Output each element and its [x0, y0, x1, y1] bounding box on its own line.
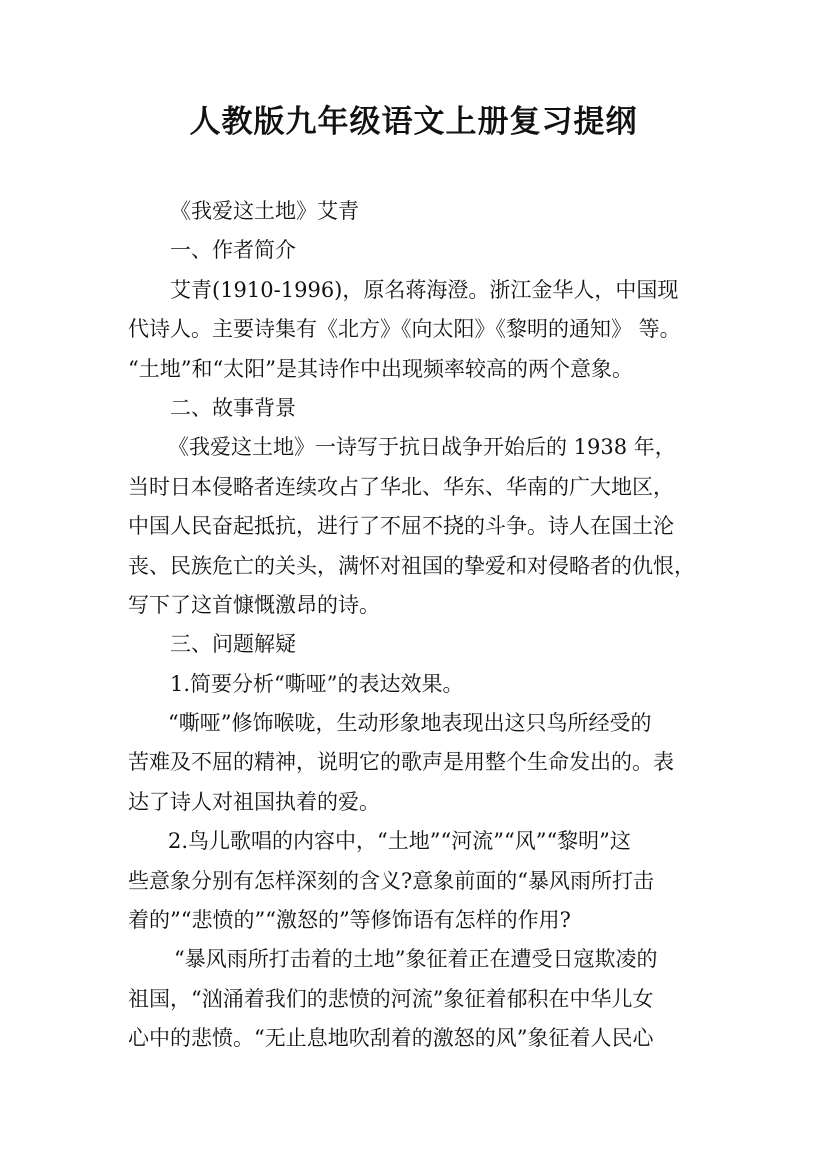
document-body: [128, 192, 716, 1059]
paragraph-line: 丧、民族危亡的关头，满怀对祖国的挚爱和对侵略者的仇恨，: [128, 553, 695, 578]
paragraph-line: 当时日本侵略者连续攻占了华北、华东、华南的广大地区，: [128, 474, 674, 499]
question-line: 1.简要分析“嘶哑”的表达效果。: [170, 671, 464, 696]
answer-line: “暴风雨所打击着的土地”象征着正在遭受日寇欺凌的: [174, 947, 658, 972]
paragraph-line: 代诗人。主要诗集有《北方》《向太阳》《黎明的通知》 等。: [128, 317, 681, 342]
section-heading-background: 二、故事背景: [170, 395, 296, 420]
paragraph-line: 写下了这首慷慨激昂的诗。: [128, 592, 380, 617]
paragraph-line: 《我爱这土地》一诗写于抗日战争开始后的 1938 年，: [168, 435, 676, 460]
answer-line: 心中的悲愤。“无止息地吹刮着的激怒的风”象征着人民心: [128, 1026, 654, 1051]
question-line: 着的”“悲愤的”“激怒的”等修饰语有怎样的作用?: [128, 908, 571, 933]
section-heading-author: 一、作者简介: [170, 238, 296, 263]
answer-line: 达了诗人对祖国执着的爱。: [128, 789, 380, 814]
answer-line: 苦难及不屈的精神，说明它的歌声是用整个生命发出的。表: [128, 750, 674, 775]
section-heading-questions: 三、问题解疑: [170, 632, 296, 657]
question-line: 些意象分别有怎样深刻的含义?意象前面的“暴风雨所打击: [128, 868, 654, 893]
paragraph-line: “土地”和“太阳”是其诗作中出现频率较高的两个意象。: [128, 356, 633, 381]
poem-heading: 《我爱这土地》艾青: [170, 199, 359, 223]
paragraph-line: 艾青(1910-1996)，原名蒋海澄。浙江金华人，中国现: [170, 277, 679, 302]
answer-line: 祖国，“汹涌着我们的悲愤的河流”象征着郁积在中华儿女: [128, 986, 654, 1011]
paragraph-line: 中国人民奋起抵抗，进行了不屈不挠的斗争。诗人在国土沦: [128, 514, 674, 539]
question-line: 2.鸟儿歌唱的内容中，“土地”“河流”“风”“黎明”这: [168, 829, 631, 854]
answer-line: “嘶哑”修饰喉咙，生动形象地表现出这只鸟所经受的: [168, 711, 652, 736]
page-title: 人教版九年级语文上册复习提纲: [189, 104, 638, 140]
